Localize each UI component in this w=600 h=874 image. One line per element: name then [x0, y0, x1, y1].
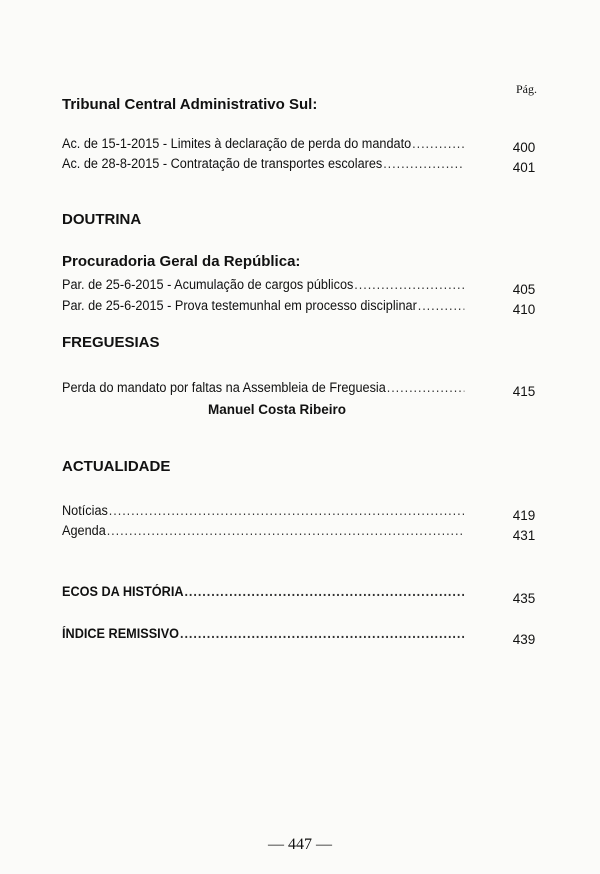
toc-entry[interactable] [62, 136, 464, 151]
dot-leader [180, 626, 464, 641]
toc-entry-page: 401 [512, 160, 536, 175]
toc-entry-page: 410 [512, 302, 536, 317]
toc-entry-page: 405 [512, 282, 536, 297]
section-heading-indice: ÍNDICE REMISSIVO [62, 626, 180, 641]
toc-entry-page: 400 [512, 140, 536, 155]
dot-leader [107, 523, 465, 538]
dot-leader [412, 136, 464, 151]
subsection-heading-pgr: Procuradoria Geral da República: [62, 253, 301, 270]
entry-author: Manuel Costa Ribeiro [207, 402, 347, 417]
toc-entry[interactable] [62, 277, 464, 292]
section-heading-freguesias: FREGUESIAS [62, 334, 160, 351]
toc-entry-page: 431 [512, 528, 536, 543]
page-number: — 447 — [268, 836, 332, 853]
toc-entry-page: 435 [512, 591, 536, 606]
section-heading-doutrina: DOUTRINA [62, 211, 142, 228]
toc-entry-ecos[interactable] [62, 584, 464, 599]
section-heading-tcas: Tribunal Central Administrativo Sul: [62, 96, 318, 113]
page-column-label: Pág. [516, 82, 537, 96]
toc-entry-text: Notícias [62, 503, 108, 518]
toc-entry-indice[interactable] [62, 626, 464, 641]
dot-leader [184, 584, 464, 599]
toc-entry-text: Par. de 25-6-2015 - Prova testemunhal em processo disciplinar [62, 298, 417, 313]
dot-leader [354, 277, 464, 292]
toc-entry-text: Ac. de 28-8-2015 - Contratação de transportes escolares [62, 156, 383, 171]
dot-leader [383, 156, 464, 171]
toc-entry-page: 419 [512, 508, 536, 523]
section-heading-actualidade: ACTUALIDADE [62, 458, 171, 475]
dot-leader [387, 380, 465, 395]
toc-entry[interactable] [62, 523, 464, 538]
toc-entry-text: Par. de 25-6-2015 - Acumulação de cargos públicos [62, 277, 354, 292]
toc-entry-text: Perda do mandato por faltas na Assembleia de Freguesia [62, 380, 386, 395]
dot-leader [418, 298, 465, 313]
toc-entry[interactable] [62, 156, 464, 171]
toc-entry-page: 439 [512, 632, 536, 647]
dot-leader [109, 503, 465, 518]
toc-entry-page: 415 [512, 384, 536, 399]
toc-entry-text: Ac. de 15-1-2015 - Limites à declaração de perda do mandato [62, 136, 412, 151]
toc-entry[interactable] [62, 380, 464, 395]
section-heading-ecos: ECOS DA HISTÓRIA [62, 584, 184, 599]
toc-entry[interactable] [62, 503, 464, 518]
toc-entry[interactable] [62, 298, 464, 313]
toc-entry-text: Agenda [62, 523, 106, 538]
